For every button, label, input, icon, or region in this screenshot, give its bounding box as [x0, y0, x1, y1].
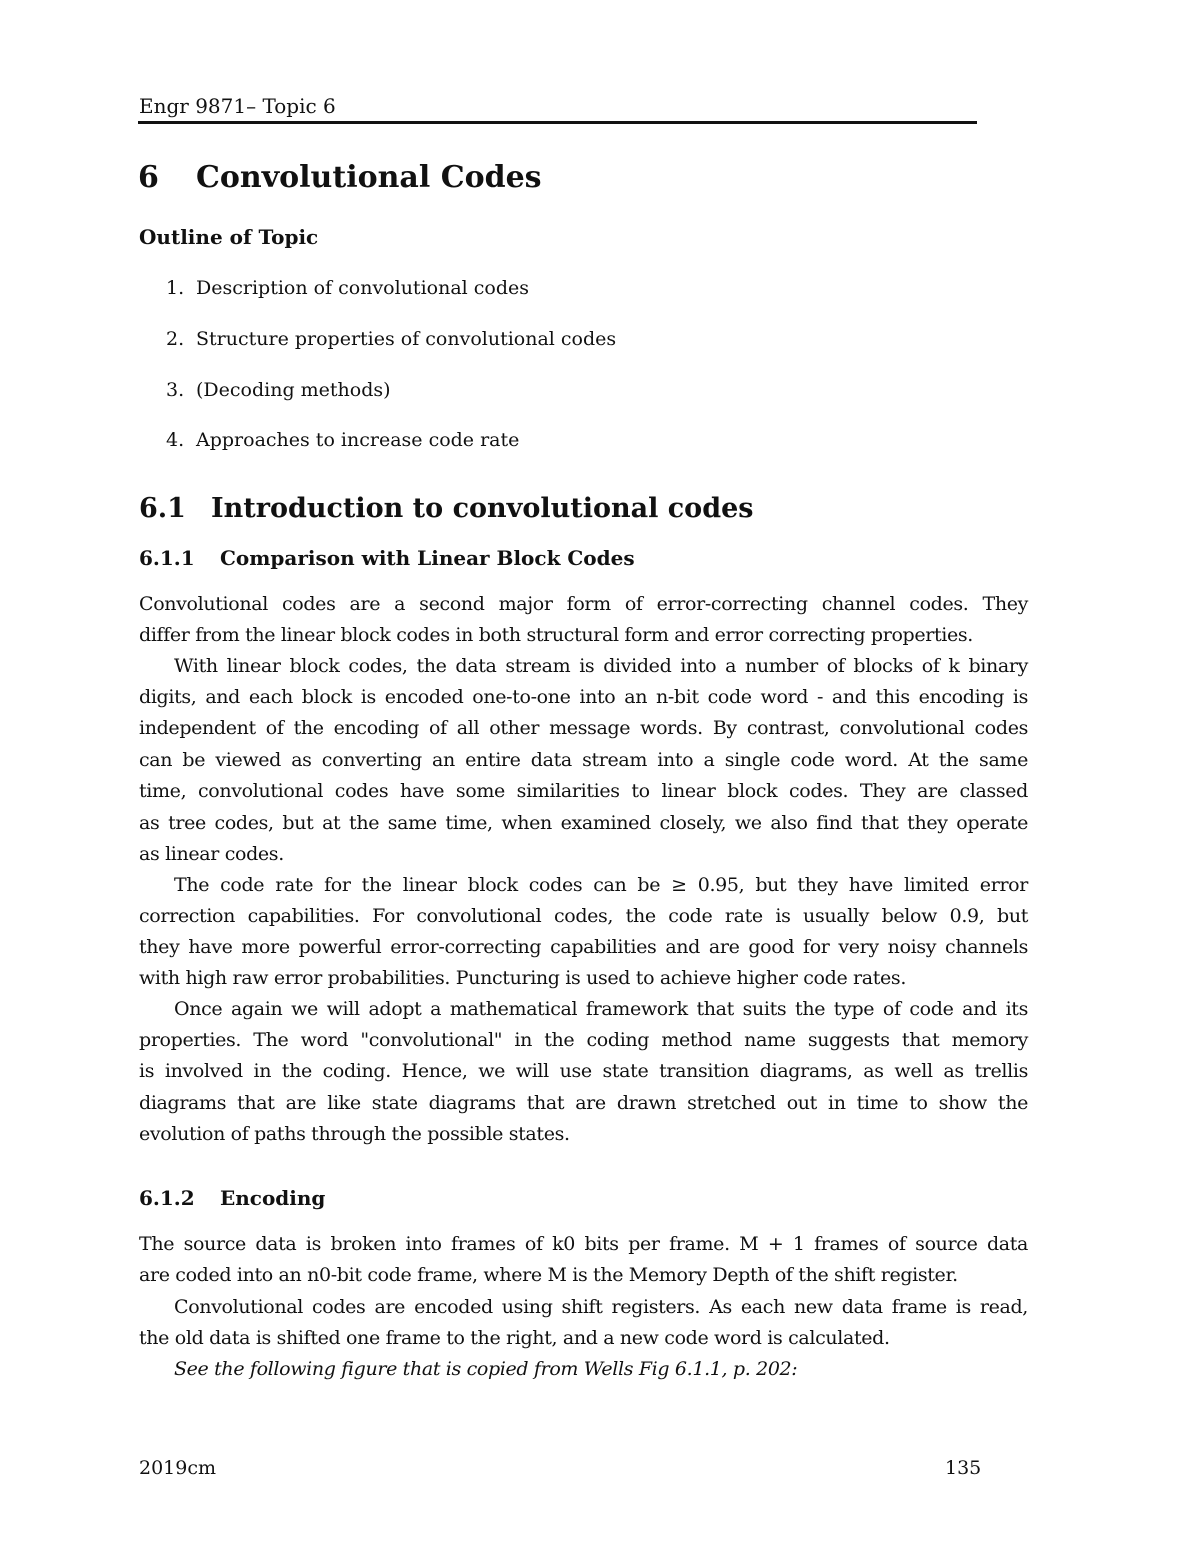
subsubsection-encoding-heading	[139, 1186, 325, 1210]
outline-item-text: Structure properties of convolutional codes	[196, 328, 617, 350]
outline-item-number: 3.	[166, 379, 185, 401]
figure-reference-line: See the following figure that is copied from Wells Fig 6.1.1, p. 202:	[174, 1358, 798, 1380]
paragraph-line: With linear block codes, the data stream is divided into a number of blocks of k binary	[174, 655, 1028, 677]
paragraph-line: properties. The word "convolutional" in the coding method name suggests that memory	[139, 1029, 1028, 1051]
paragraph-line: are coded into an n0-bit code frame, where M is the Memory Depth of the shift register.	[139, 1264, 958, 1286]
outline-item	[166, 328, 616, 350]
subsection-number: 6.1	[139, 493, 186, 524]
paragraph-line: Once again we will adopt a mathematical framework that suits the type of code and its	[174, 998, 1028, 1020]
subsection-title	[139, 493, 753, 524]
paragraph-line: evolution of paths through the possible states.	[139, 1123, 570, 1145]
footer-left: 2019cm	[139, 1457, 217, 1479]
subsubsection-number: 6.1.2	[139, 1186, 195, 1210]
outline-item-number: 4.	[166, 429, 185, 451]
paragraph-line: the old data is shifted one frame to the right, and a new code word is calculated.	[139, 1327, 890, 1349]
outline-item-number: 2.	[166, 328, 185, 350]
paragraph-line: they have more powerful error-correcting capabilities and are good for very noisy channels	[139, 936, 1028, 958]
section-title-text: Convolutional Codes	[196, 160, 542, 195]
running-header: Engr 9871– Topic 6	[139, 94, 336, 118]
outline-heading: Outline of Topic	[139, 225, 319, 249]
paragraph-line: independent of the encoding of all other message words. By contrast, convolutional codes	[139, 717, 1028, 739]
outline-item	[166, 379, 391, 401]
paragraph-line: Convolutional codes are encoded using shift registers. As each new data frame is read,	[174, 1296, 1028, 1318]
subsubsection-comparison-heading	[139, 546, 635, 570]
paragraph-line: diagrams that are like state diagrams that are drawn stretched out in time to show the	[139, 1092, 1028, 1114]
paragraph-line: The source data is broken into frames of k0 bits per frame. M + 1 frames of source data	[139, 1233, 1028, 1255]
paragraph-line: The code rate for the linear block codes can be ≥ 0.95, but they have limited error	[174, 874, 1028, 896]
outline-item-number: 1.	[166, 277, 185, 299]
subsubsection-title: Comparison with Linear Block Codes	[220, 546, 635, 570]
paragraph-line: differ from the linear block codes in both structural form and error correcting properties.	[139, 624, 973, 646]
subsubsection-number: 6.1.1	[139, 546, 195, 570]
page-number: 135	[945, 1457, 982, 1479]
subsection-title-text: Introduction to convolutional codes	[211, 493, 754, 524]
subsubsection-title: Encoding	[220, 1186, 326, 1210]
outline-item	[166, 429, 519, 451]
outline-item-text: (Decoding methods)	[196, 379, 391, 401]
outline-item-text: Approaches to increase code rate	[196, 429, 520, 451]
paragraph-line: time, convolutional codes have some similarities to linear block codes. They are classed	[139, 780, 1028, 802]
paragraph-line: as linear codes.	[139, 843, 284, 865]
paragraph-line: can be viewed as converting an entire data stream into a single code word. At the same	[139, 749, 1028, 771]
outline-item	[166, 277, 529, 299]
paragraph-line: correction capabilities. For convolutional codes, the code rate is usually below 0.9, but	[139, 905, 1028, 927]
paragraph-line: Convolutional codes are a second major form of error-correcting channel codes. They	[139, 593, 1028, 615]
paragraph-line: digits, and each block is encoded one-to-one into an n-bit code word - and this encoding is	[139, 686, 1028, 708]
paragraph-line: with high raw error probabilities. Puncturing is used to achieve higher code rates.	[139, 967, 907, 989]
paragraph-line: is involved in the coding. Hence, we will use state transition diagrams, as well as trellis	[139, 1060, 1028, 1082]
paragraph-line: as tree codes, but at the same time, when examined closely, we also find that they operate	[139, 812, 1028, 834]
section-number: 6	[138, 160, 159, 195]
section-title	[138, 160, 542, 195]
header-rule	[138, 121, 977, 124]
outline-item-text: Description of convolutional codes	[196, 277, 530, 299]
